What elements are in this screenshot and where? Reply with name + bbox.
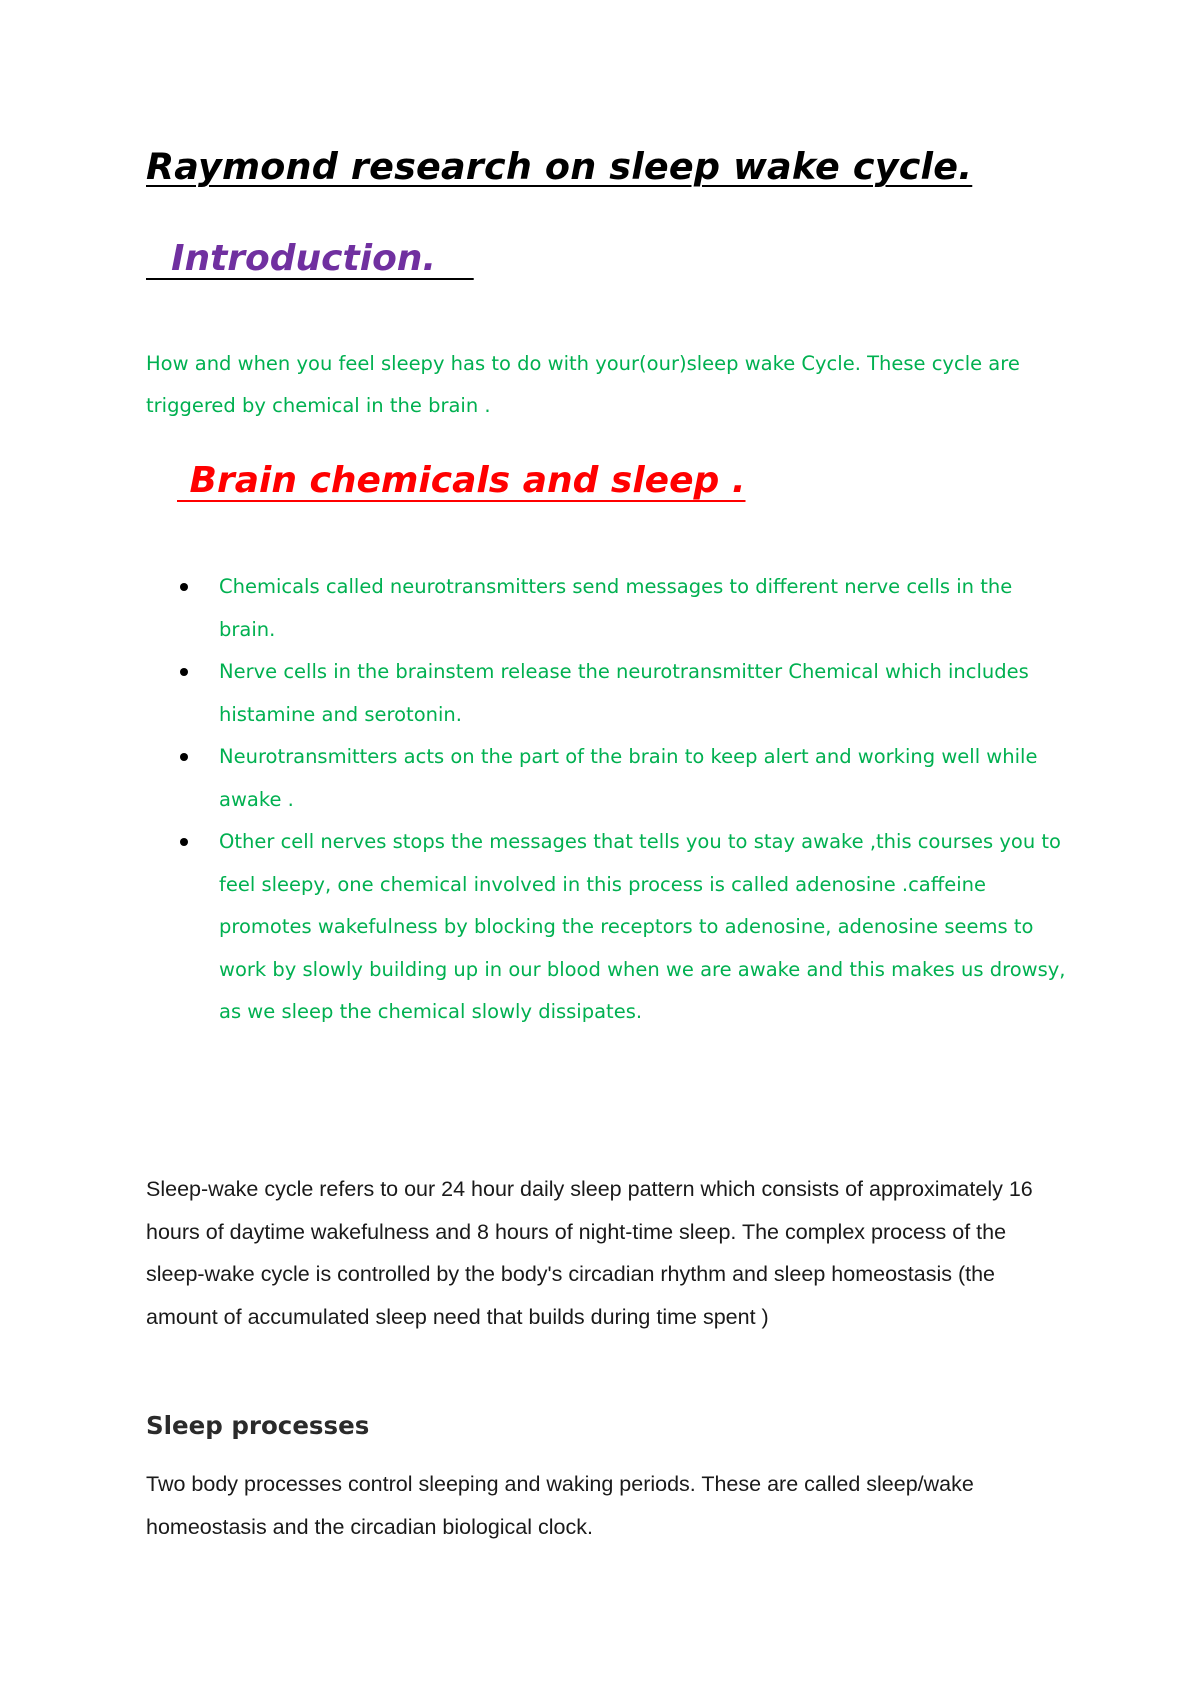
bullet-icon: [180, 583, 188, 591]
list-item-text: Nerve cells in the brainstem release the neurotransmitter Chemical which includes histamine and serotonin.: [219, 660, 1029, 726]
bullet-icon: [180, 753, 188, 761]
introduction-heading: Introduction.: [146, 238, 474, 279]
brain-chemicals-list: [146, 566, 1066, 1034]
list-item: [146, 651, 1066, 736]
sleep-wake-paragraph: Sleep-wake cycle refers to our 24 hour daily sleep pattern which consists of approximately 16 hours of daytime wakefulness and 8 hours of night-time sleep. The complex process of the sleep-wake cycle is controlled by the body's circadian rhythm and sleep homeostasis (the amount of accumulated sleep need that builds during time spent ): [146, 1177, 1033, 1329]
introduction-text: How and when you feel sleepy has to do with your(our)sleep wake Cycle. These cycle are triggered by chemical in the brain .: [146, 352, 1020, 417]
bullet-icon: [180, 668, 188, 676]
list-item-text: Other cell nerves stops the messages that tells you to stay awake ,this courses you to feel sleepy, one chemical involved in this process is called adenosine .caffeine promotes wakefulness by blocking the receptors to adenosine, adenosine seems to work by slowly building up in our blood when we are awake and this makes us drowsy, as we sleep the chemical slowly dissipates.: [219, 830, 1066, 1023]
list-item: [146, 736, 1066, 821]
sleep-processes-text: Two body processes control sleeping and waking periods. These are called sleep/wake homeostasis and the circadian biological clock.: [146, 1472, 974, 1539]
sleep-processes-heading: Sleep processes: [146, 1411, 370, 1440]
bullet-icon: [180, 838, 188, 846]
list-item-text: Chemicals called neurotransmitters send messages to different nerve cells in the brain.: [219, 575, 1013, 641]
document-title: Raymond research on sleep wake cycle.: [146, 145, 973, 188]
list-item-text: Neurotransmitters acts on the part of the brain to keep alert and working well while awake .: [219, 745, 1038, 811]
list-item: [146, 821, 1066, 1034]
brain-chemicals-heading: Brain chemicals and sleep .: [177, 460, 746, 501]
list-item: [146, 566, 1066, 651]
